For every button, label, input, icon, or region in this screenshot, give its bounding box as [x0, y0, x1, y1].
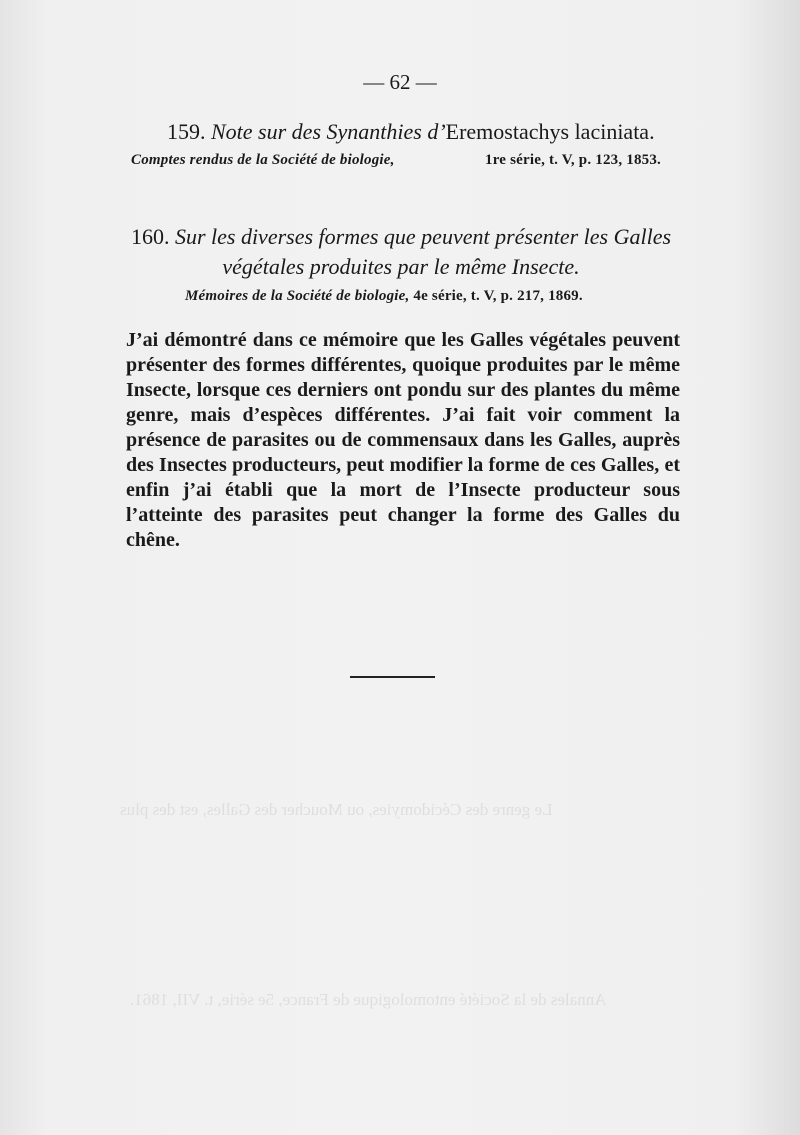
entry-title-species: Eremostachys laciniata.	[445, 119, 655, 144]
entry-160-title	[122, 222, 680, 282]
show-through-text: Annales de la Société entomologique de France, 5e série, t. VII, 1861.	[130, 990, 607, 1009]
entry-title-italic: Note sur des Synanthies d’	[211, 119, 446, 144]
reference-source: Mémoires de la Société de biologie,	[185, 288, 410, 304]
section-divider	[350, 676, 435, 678]
entry-160-reference	[185, 288, 625, 305]
entry-159-reference	[131, 152, 661, 169]
page-number: — 62 —	[363, 70, 437, 94]
entry-159-title	[167, 117, 687, 147]
reference-details: 1re série, t. V, p. 123, 1853.	[485, 152, 661, 168]
entry-number: 159.	[167, 119, 206, 144]
show-through-text: Le genre des Cécidomyies, ou Moucher des Galles, est des plus	[120, 800, 553, 819]
entry-number: 160.	[130, 224, 170, 249]
reference-details: 4e série, t. V, p. 217, 1869.	[413, 288, 583, 304]
reference-source: Comptes rendus de la Société de biologie,	[131, 152, 395, 168]
entry-160-body: J’ai démontré dans ce mémoire que les Galles végétales peuvent présenter des formes différentes, quoique produites par le même Insecte, lorsque ces derniers ont pondu sur des plantes du même genre, mais d’espèces différentes. J’ai fait voir comment la présence de parasites ou de commensaux dans les Galles, auprès des Insectes producteurs, peut modifier la forme de ces Galles, et enfin j’ai établi que la mort de l’Insecte producteur sous l’atteinte des parasites peut changer la forme des Galles du chêne.	[126, 329, 680, 551]
entry-title-italic: Sur les diverses formes que peuvent présenter les Galles végétales produites par le même Insecte.	[174, 224, 672, 279]
